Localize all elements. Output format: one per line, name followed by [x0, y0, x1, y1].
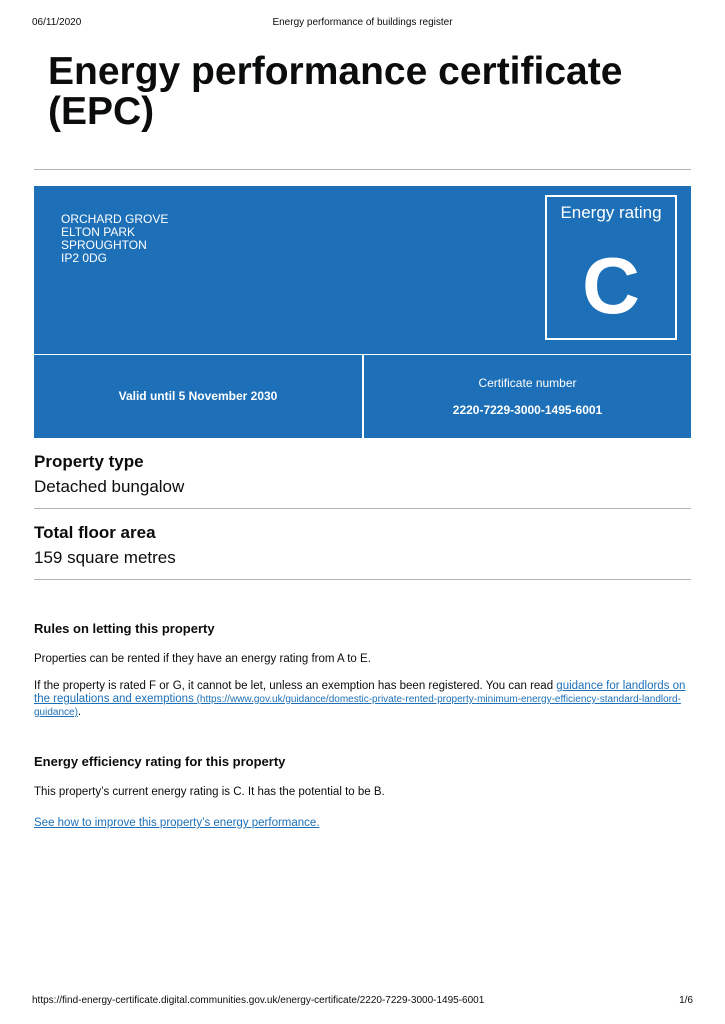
address-line: ELTON PARK [61, 225, 136, 239]
certificate-cell [364, 355, 691, 438]
epc-summary-panel [34, 186, 691, 354]
improve-performance-link[interactable]: See how to improve this property’s energy performance. [34, 817, 320, 829]
validity-cell [34, 355, 362, 438]
print-footer-url: https://find-energy-certificate.digital.communities.gov.uk/energy-certificate/2220-7229-3000-1495-6001 [32, 995, 485, 1006]
letting-exemption-end: . [77, 706, 82, 718]
property-address [61, 213, 168, 265]
landlord-guidance-url: (https://www.gov.uk/guidance/domestic-private-rented-property-minimum-energy-efficiency-standard-landlord-guidance) [34, 694, 681, 718]
letting-rules-heading: Rules on letting this property [34, 621, 215, 636]
print-page-number: 1/6 [679, 995, 693, 1006]
energy-rating-box [545, 195, 677, 340]
energy-rating-label: Energy rating [560, 203, 662, 222]
page-title [48, 52, 688, 132]
letting-exemption-text [34, 680, 694, 719]
letting-exemption-intro: If the property is rated F or G, it cannot be let, unless an exemption has been registered. You can read [34, 680, 557, 692]
address-line: ORCHARD GROVE [61, 212, 169, 226]
page-title-line2: (EPC) [48, 90, 155, 133]
valid-until-text: Valid until 5 November 2030 [118, 389, 278, 403]
print-document-title: Energy performance of buildings register [272, 17, 453, 28]
address-line: SPROUGHTON [61, 238, 147, 252]
page-title-line1: Energy performance certificate [48, 50, 623, 93]
print-date: 06/11/2020 [32, 17, 82, 28]
address-postcode: IP2 0DG [61, 251, 108, 265]
divider [34, 169, 691, 170]
property-type-heading: Property type [34, 452, 144, 471]
certificate-number: 2220-7229-3000-1495-6001 [452, 403, 603, 417]
landlord-guidance-link-text: guidance for landlords on the regulations and exemptions [34, 680, 686, 705]
improve-performance-paragraph [34, 817, 694, 830]
energy-rating-letter: C [582, 241, 640, 330]
letting-rule-text: Properties can be rented if they have an energy rating from A to E. [34, 653, 371, 665]
floor-area-value: 159 square metres [34, 548, 176, 567]
floor-area-heading: Total floor area [34, 523, 156, 542]
efficiency-rating-text: This property’s current energy rating is C. It has the potential to be B. [34, 786, 385, 798]
print-header [32, 17, 693, 31]
property-type-value: Detached bungalow [34, 477, 185, 496]
epc-details-row [34, 355, 691, 438]
divider [34, 579, 691, 580]
certificate-number-label: Certificate number [478, 376, 577, 390]
divider [34, 508, 691, 509]
efficiency-rating-heading: Energy efficiency rating for this property [34, 754, 286, 769]
